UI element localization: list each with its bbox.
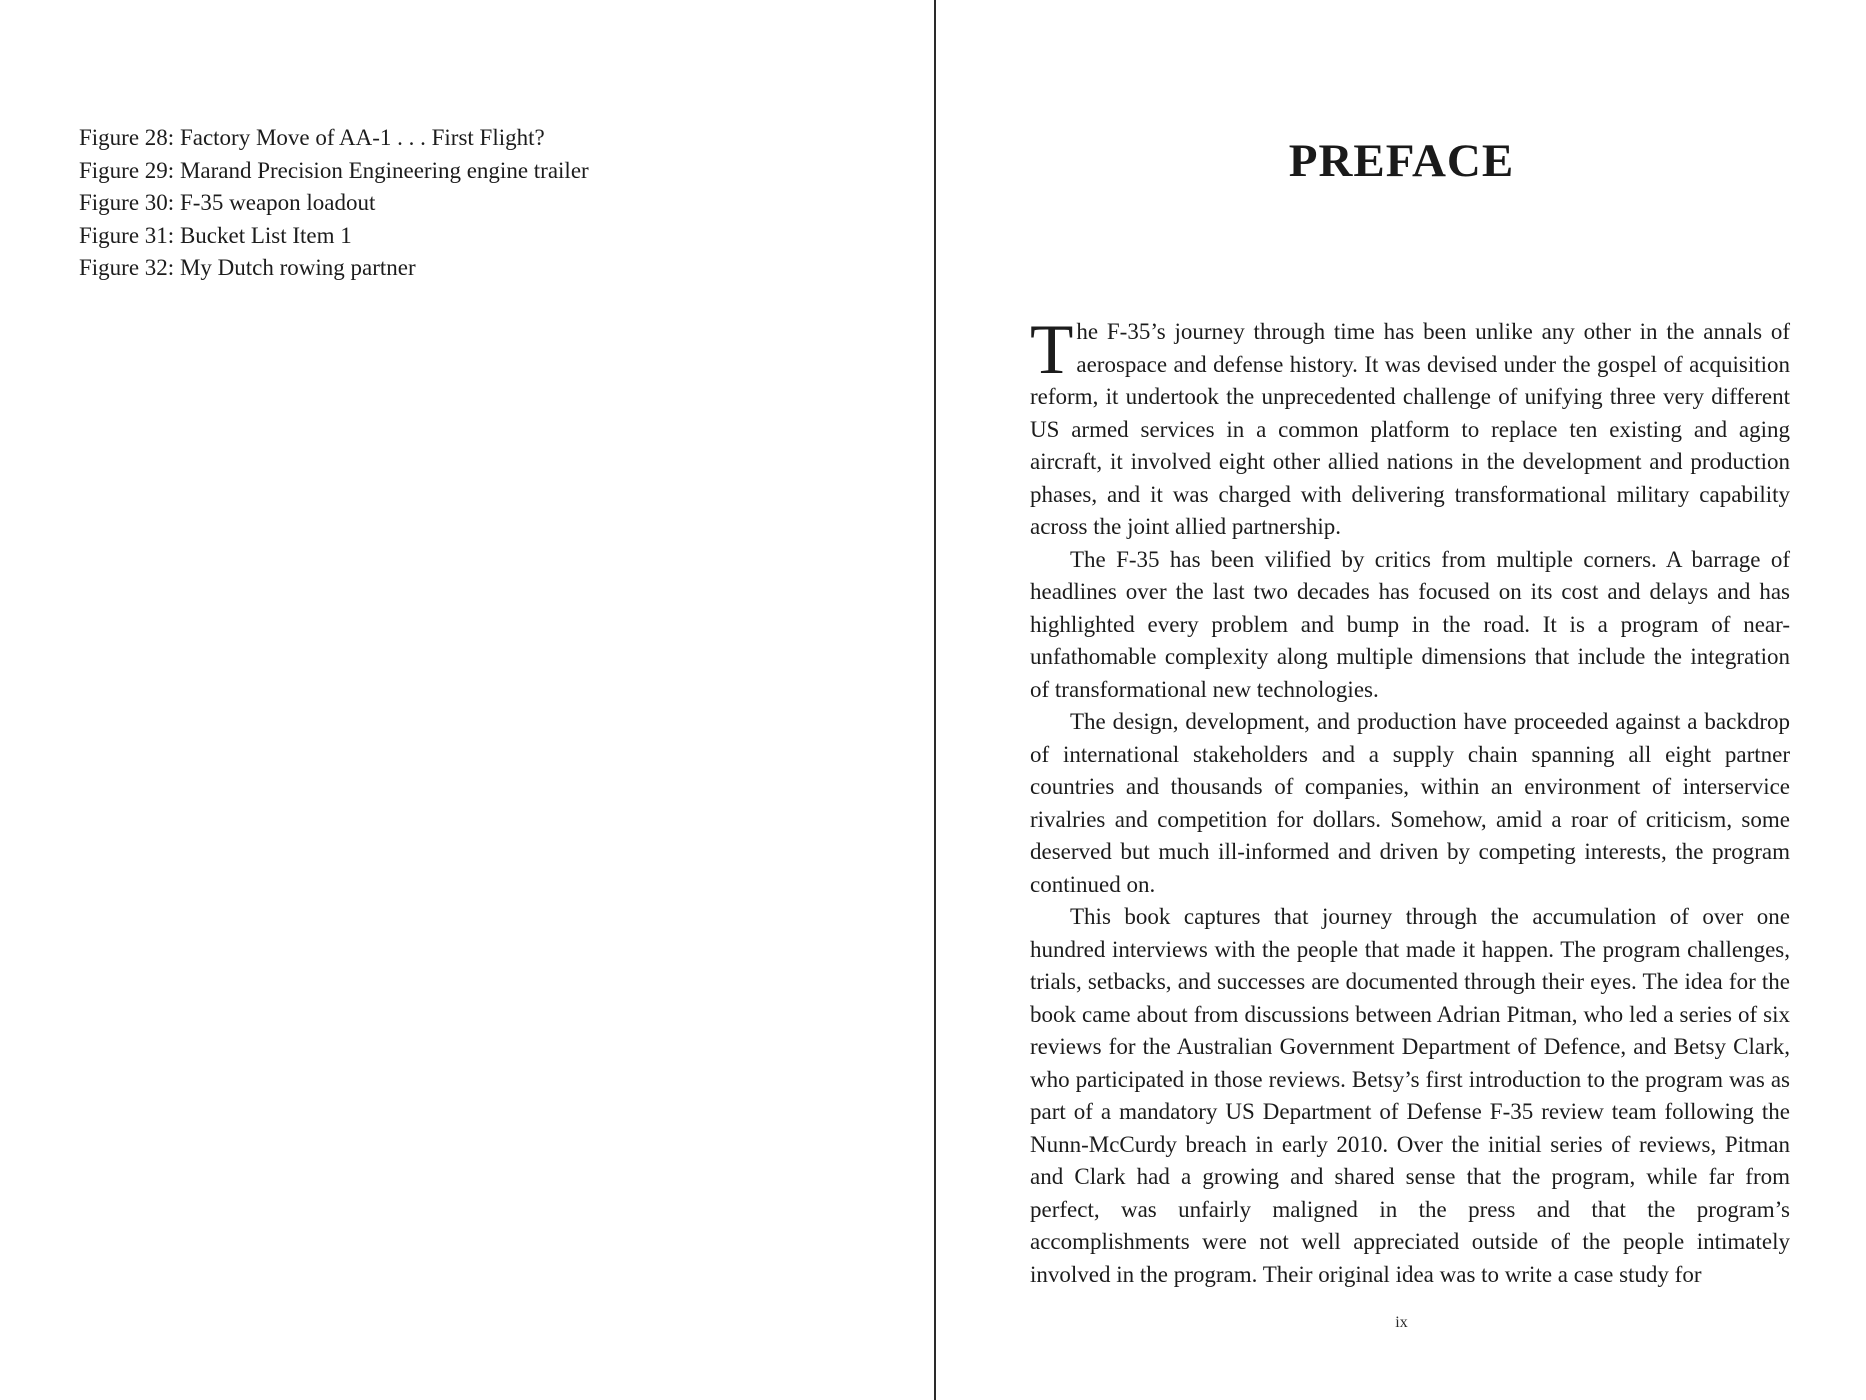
paragraph: This book captures that journey through the accumulation of over one hundred interviews with the people that made it happen. The program challenges, trials, setbacks, and successes are documented through their eyes. The idea for the book came about from discussions between Adrian Pitman, who led a series of six reviews for the Australian Government Department of Defence, and Betsy Clark, who participated in those reviews. Betsy’s first introduction to the program was as part of a mandatory US Department of Defense F-35 review team following the Nunn-McCurdy breach in early 2010. Over the initial series of reviews, Pitman and Clark had a growing and shared sense that the program, while far from perfect, was unfairly maligned in the press and that the program’s accomplishments were not well appreciated outside of the people intimately involved in the program. Their original idea was to write a case study for <box>1030 904 1790 1287</box>
paragraph: The design, development, and production have proceeded against a backdrop of international stakeholders and a supply chain spanning all eight partner countries and thousands of companies, within an environment of interservice rivalries and competition for dollars. Somehow, amid a roar of criticism, some deserved but much ill-informed and driven by competing interests, the program continued on. <box>1030 709 1790 897</box>
figure-list-item: Figure 32: My Dutch rowing partner <box>79 255 416 280</box>
figure-list-item: Figure 29: Marand Precision Engineering engine trailer <box>79 157 589 183</box>
paragraph <box>1030 311 1790 544</box>
figure-list <box>79 122 589 285</box>
paragraph-text: he F-35’s journey through time has been unlike any other in the annals of aerospace and defense history. It was devised under the gospel of acquisition reform, it undertook the unprecedented challenge of unifying three very different US armed services in a common platform to replace ten existing and aging aircraft, it involved eight other allied nations in the development and production phases, and it was charged with delivering transformational military capability across the joint allied partnership. <box>1030 319 1790 539</box>
chapter-title: PREFACE <box>1288 135 1515 187</box>
right-page <box>937 0 1866 1400</box>
book-gutter-divider <box>934 0 936 1400</box>
figure-list-item: Figure 31: Bucket List Item 1 <box>79 222 352 248</box>
figure-list-item: Figure 28: Factory Move of AA-1 . . . First Flight? <box>79 125 545 150</box>
page-number: ix <box>1395 1314 1408 1331</box>
preface-body <box>1030 311 1790 1291</box>
paragraph: The F-35 has been vilified by critics from multiple corners. A barrage of headlines over the last two decades has focused on its cost and delays and has highlighted every problem and bump in the road. It is a program of near-unfathomable complexity along multiple dimensions that include the integration of transformational new technologies. <box>1030 546 1790 702</box>
figure-list-item: Figure 30: F-35 weapon loadout <box>79 190 376 215</box>
drop-cap: T <box>1030 311 1074 389</box>
